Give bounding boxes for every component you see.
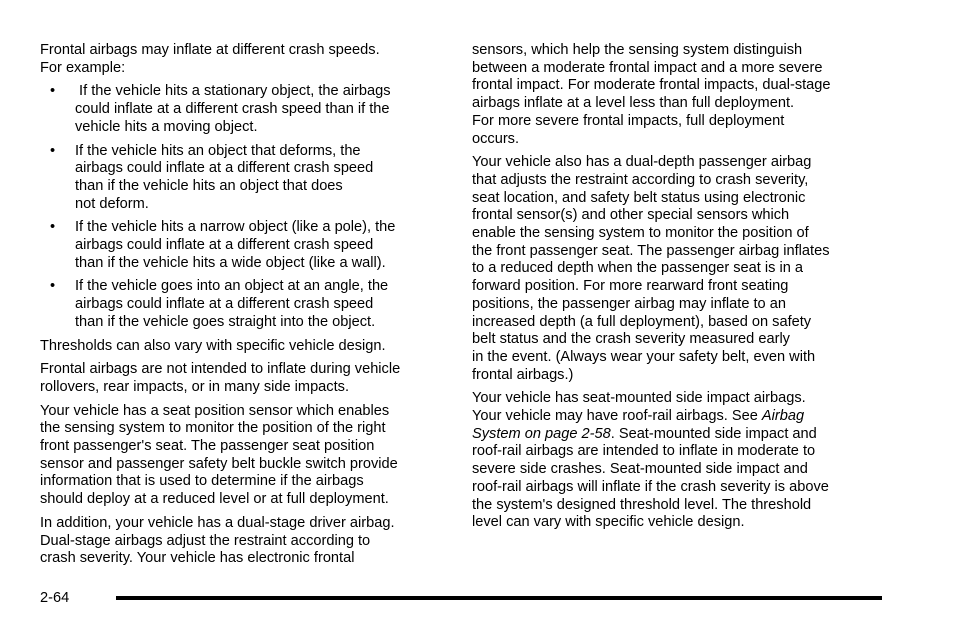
text-line: Frontal airbags may inflate at different crash speeds. bbox=[40, 42, 380, 58]
text-line: roof-rail airbags will inflate if the crash severity is above bbox=[472, 478, 829, 495]
text-line: information that is used to determine if the airbags bbox=[40, 473, 364, 490]
text-line: forward position. For more rearward front seating bbox=[472, 278, 789, 295]
dual-depth-paragraph bbox=[472, 154, 872, 384]
text-line: If the vehicle hits an object that deforms, the bbox=[75, 142, 361, 159]
footer-divider bbox=[116, 596, 882, 600]
text-line: rollovers, rear impacts, or in many side impacts. bbox=[40, 378, 349, 395]
text-line: occurs. bbox=[472, 130, 520, 147]
text-line: vehicle hits a moving object. bbox=[75, 118, 258, 135]
bullet-icon: • bbox=[50, 278, 56, 295]
text-line bbox=[472, 426, 872, 444]
text-line: to a reduced depth when the passenger seat is in a bbox=[472, 260, 804, 277]
text-line: If the vehicle hits a stationary object, the airbags bbox=[75, 83, 391, 100]
text-line: enable the sensing system to monitor the position of bbox=[472, 225, 809, 242]
thresholds-paragraph bbox=[40, 338, 442, 356]
text-line: For example: bbox=[40, 59, 126, 76]
text-line: sensor and passenger safety belt buckle switch provide bbox=[40, 455, 398, 472]
left-column bbox=[40, 42, 442, 574]
text-line: frontal airbags.) bbox=[472, 366, 574, 383]
text-line: should deploy at a reduced level or at full deployment. bbox=[40, 491, 389, 508]
bullet-item bbox=[40, 143, 442, 214]
text-line: If the vehicle goes into an object at an angle, the bbox=[75, 278, 389, 295]
crash-speed-bullet-list bbox=[40, 83, 442, 331]
text-line: that adjusts the restraint according to crash severity, bbox=[472, 171, 809, 188]
text-line: than if the vehicle hits an object that does bbox=[75, 177, 343, 194]
text-line: If the vehicle hits a narrow object (like a pole), the bbox=[75, 219, 396, 236]
bullet-icon: • bbox=[50, 142, 56, 159]
text-line: airbags could inflate at a different crash speed bbox=[75, 237, 374, 254]
bullet-icon: • bbox=[50, 219, 56, 236]
text-segment: . Seat-mounted side impact and bbox=[610, 425, 817, 442]
airbag-system-reference-link[interactable]: System on page 2-58 bbox=[472, 425, 611, 442]
text-line: roof-rail airbags are intended to inflate in moderate to bbox=[472, 443, 816, 460]
text-line: increased depth (a full deployment), based on safety bbox=[472, 313, 812, 330]
text-line: frontal sensor(s) and other special sensors which bbox=[472, 207, 790, 224]
text-line: sensors, which help the sensing system distinguish bbox=[472, 42, 803, 58]
text-line: not deform. bbox=[75, 195, 149, 212]
airbag-system-reference-link[interactable]: Airbag bbox=[761, 408, 805, 425]
text-line: airbags could inflate at a different crash speed bbox=[75, 160, 374, 177]
text-line: Dual-stage airbags adjust the restraint according to bbox=[40, 532, 371, 549]
sensors-continued-paragraph bbox=[472, 42, 872, 148]
text-line: airbags inflate at a level less than full deployment. bbox=[472, 95, 795, 112]
not-intended-paragraph bbox=[40, 361, 442, 396]
seat-sensor-paragraph bbox=[40, 403, 442, 509]
text-line: For more severe frontal impacts, full deployment bbox=[472, 112, 785, 129]
text-line: between a moderate frontal impact and a more severe bbox=[472, 59, 823, 76]
bullet-item bbox=[40, 83, 442, 136]
bullet-item bbox=[40, 278, 442, 331]
text-line: front passenger's seat. The passenger seat position bbox=[40, 438, 375, 455]
text-line: belt status and the crash severity measured early bbox=[472, 331, 790, 348]
text-line: Your vehicle has seat-mounted side impact airbags. bbox=[472, 390, 806, 407]
right-column bbox=[472, 42, 872, 538]
bullet-item bbox=[40, 219, 442, 272]
text-line: Your vehicle also has a dual-depth passenger airbag bbox=[472, 154, 812, 171]
text-line: In addition, your vehicle has a dual-stage driver airbag. bbox=[40, 514, 395, 531]
dual-stage-paragraph bbox=[40, 515, 442, 568]
side-impact-paragraph bbox=[472, 390, 872, 532]
text-line: the sensing system to monitor the position of the right bbox=[40, 420, 386, 437]
bullet-icon: • bbox=[50, 83, 56, 100]
text-line: crash severity. Your vehicle has electronic frontal bbox=[40, 550, 355, 567]
text-line: than if the vehicle goes straight into the object. bbox=[75, 313, 376, 330]
text-line: Thresholds can also vary with specific vehicle design. bbox=[40, 337, 386, 354]
text-line: positions, the passenger airbag may inflate to an bbox=[472, 295, 786, 312]
page-number: 2-64 bbox=[40, 590, 70, 606]
text-line: could inflate at a different crash speed than if the bbox=[75, 101, 390, 118]
text-line: frontal impact. For moderate frontal impacts, dual-stage bbox=[472, 77, 831, 94]
text-line: severe side crashes. Seat-mounted side impact and bbox=[472, 461, 808, 478]
text-line: Your vehicle has a seat position sensor which enables bbox=[40, 402, 390, 419]
text-line: level can vary with specific vehicle design. bbox=[472, 514, 745, 531]
text-line bbox=[472, 408, 872, 426]
text-line: the system's designed threshold level. The threshold bbox=[472, 496, 812, 513]
intro-paragraph bbox=[40, 42, 442, 77]
text-line: Frontal airbags are not intended to inflate during vehicle bbox=[40, 361, 401, 378]
text-line: seat location, and safety belt status using electronic bbox=[472, 189, 806, 206]
text-line: than if the vehicle hits a wide object (like a wall). bbox=[75, 254, 386, 271]
text-segment: Your vehicle may have roof-rail airbags. See bbox=[472, 408, 762, 425]
text-line: the front passenger seat. The passenger airbag inflates bbox=[472, 242, 830, 259]
text-line: airbags could inflate at a different crash speed bbox=[75, 296, 374, 313]
text-line: in the event. (Always wear your safety belt, even with bbox=[472, 348, 816, 365]
